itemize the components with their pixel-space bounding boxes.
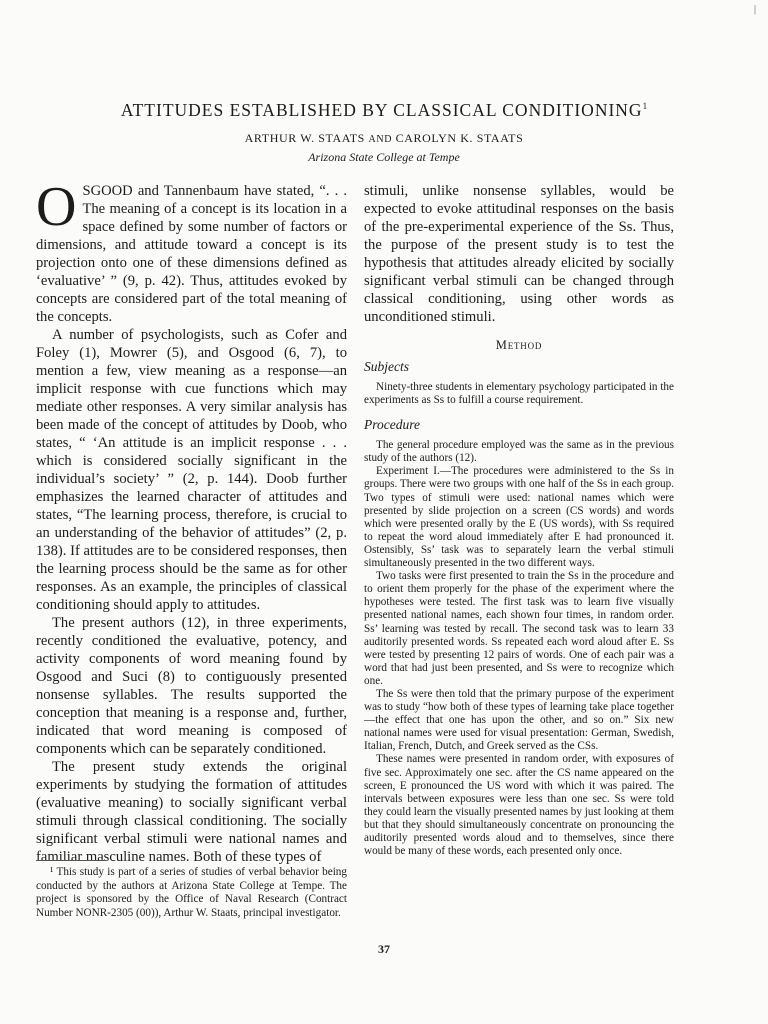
paragraph-2: A number of psychologists, such as Cofer and Foley (1), Mowrer (5), and Osgood (6, 7), to mention a few, view meaning as a response—an implicit response with cue functions which may mediate other responses. A very similar analysis has been made of the concept of attitudes by Doob, who states, “ ‘An attitude is an implicit response . . . which is considered socially significant in the individual’s society’ ” (2, p. 144). Doob further emphasizes the learned character of attitudes and states, “The learning process, therefore, is crucial to an understanding of the behavior of attitudes” (2, p. 138). If attitudes are to be considered responses, then the learning process should be the same as for other responses. As an example, the principles of classical conditioning should apply to attitudes. [36,327,347,613]
procedure-heading: Procedure [364,417,420,433]
affiliation: Arizona State College at Tempe [308,150,460,164]
intro-paragraph: stimuli, unlike nonsense syllables, would be expected to evoke attitudinal responses on the basis of the pre-experimental experience of the Ss. Thus, the purpose of the present study is to test the hypothesis that attitudes already elicited by socially significant verbal stimuli can be changed through classical conditioning, using other words as unconditioned stimuli. [364,183,674,325]
title-footnote-marker: 1 [642,101,648,112]
procedure-section [364,439,674,858]
procedure-paragraph-4: The Ss were then told that the primary purpose of the experiment was to study “how both of these types of learning take place together—the effect that one has upon the other, and so on.” Six new national names were used for visual presentation: German, Swedish, Italian, French, Dutch, and Greek served as the CSs. [364,687,674,753]
right-column [364,182,674,858]
authors-line [0,131,768,146]
procedure-paragraph-3: Two tasks were first presented to train the Ss in the procedure and to orient them properly for the phase of the experiment where the hypotheses were tested. The first task was to learn five visually presented national names, each shown four times, in random order. Ss’ learning was tested by recall. The second task was to learn 33 auditorily presented words. Ss repeated each word aloud after E. Ss were tested by presenting 12 pairs of words. One of each pair was a word that had just been presented, and Ss were to recognize which one. [364,570,674,687]
article-title [0,100,768,121]
title-text: ATTITUDES ESTABLISHED BY CLASSICAL CONDITIONING [120,100,643,120]
left-column [36,176,347,866]
subjects-heading: Subjects [364,359,409,374]
paragraph-4: The present study extends the original experiments by studying the formation of attitudes (evaluative meaning) to socially significant verbal stimuli through classical conditioning. The socially significant verbal stimuli were national names and familiar masculine names. Both of these types of [36,759,347,865]
footnote-rule [36,860,106,861]
right-column-intro [364,182,674,326]
author-connector: AND [368,134,393,145]
page-number: 37 [378,942,390,956]
procedure-paragraph-1: The general procedure employed was the same as in the previous study of the authors (12). [364,439,674,465]
paragraph-3: The present authors (12), in three experiments, recently conditioned the evaluative, potency, and activity components of word meaning found by Osgood and Suci (8) to contiguously presented nonsense syllables. The results supported the conception that meaning is a response and, further, indicated that word meaning is composed of components which can be separately conditioned. [36,615,347,757]
procedure-paragraph-5: These names were presented in random order, with exposures of five sec. Approximately one sec. after the CS name appeared on the screen, E pronounced the US word with which it was paired. The intervals between exposures were less than one sec. Ss were told they could learn the visually presented names by just looking at them but that they should simultaneously concentrate on pronouncing the auditorily presented words aloud and to themselves, since there would be many of these words, each presented only once. [364,753,674,858]
subjects-text: Ninety-three students in elementary psychology participated in the experiments as Ss to fulfill a course requirement. [364,381,674,407]
author-1: ARTHUR W. STAATS [244,131,365,145]
method-heading: Method [495,338,543,352]
drop-cap: O [36,176,77,238]
paragraph-1-text: SGOOD and Tannenbaum have stated, “. . . The meaning of a concept is its location in a space defined by some number of factors or dimensions, and attitude toward a concept is its projection onto one of these dimensions defined as ‘evaluative’ ” (9, p. 42). Thus, attitudes evoked by concepts are considered part of the total meaning of the concepts. [36,183,347,325]
scan-corner-mark: | [753,4,756,15]
subjects-section [364,381,674,407]
procedure-paragraph-2: Experiment I.—The procedures were administered to the Ss in groups. There were two groups with one half of the Ss in each group. Two types of stimuli were used: national names which were presented by slide projection on a screen (CS words) and words which were presented orally by the E (US words), with Ss required to repeat the word aloud immediately after E had pronounced it. Ostensibly, Ss’ task was to separately learn the verbal stimuli simultaneously presented in the two different ways. [364,465,674,570]
footnote-1: ¹ This study is part of a series of studies of verbal behavior being conducted by the authors at Arizona State College at Tempe. The project is sponsored by the Office of Naval Research (Contract Number NONR-2305 (00)), Arthur W. Staats, principal investigator. [36,866,347,919]
author-2: CAROLYN K. STAATS [395,131,524,145]
paragraph-1 [36,176,347,326]
